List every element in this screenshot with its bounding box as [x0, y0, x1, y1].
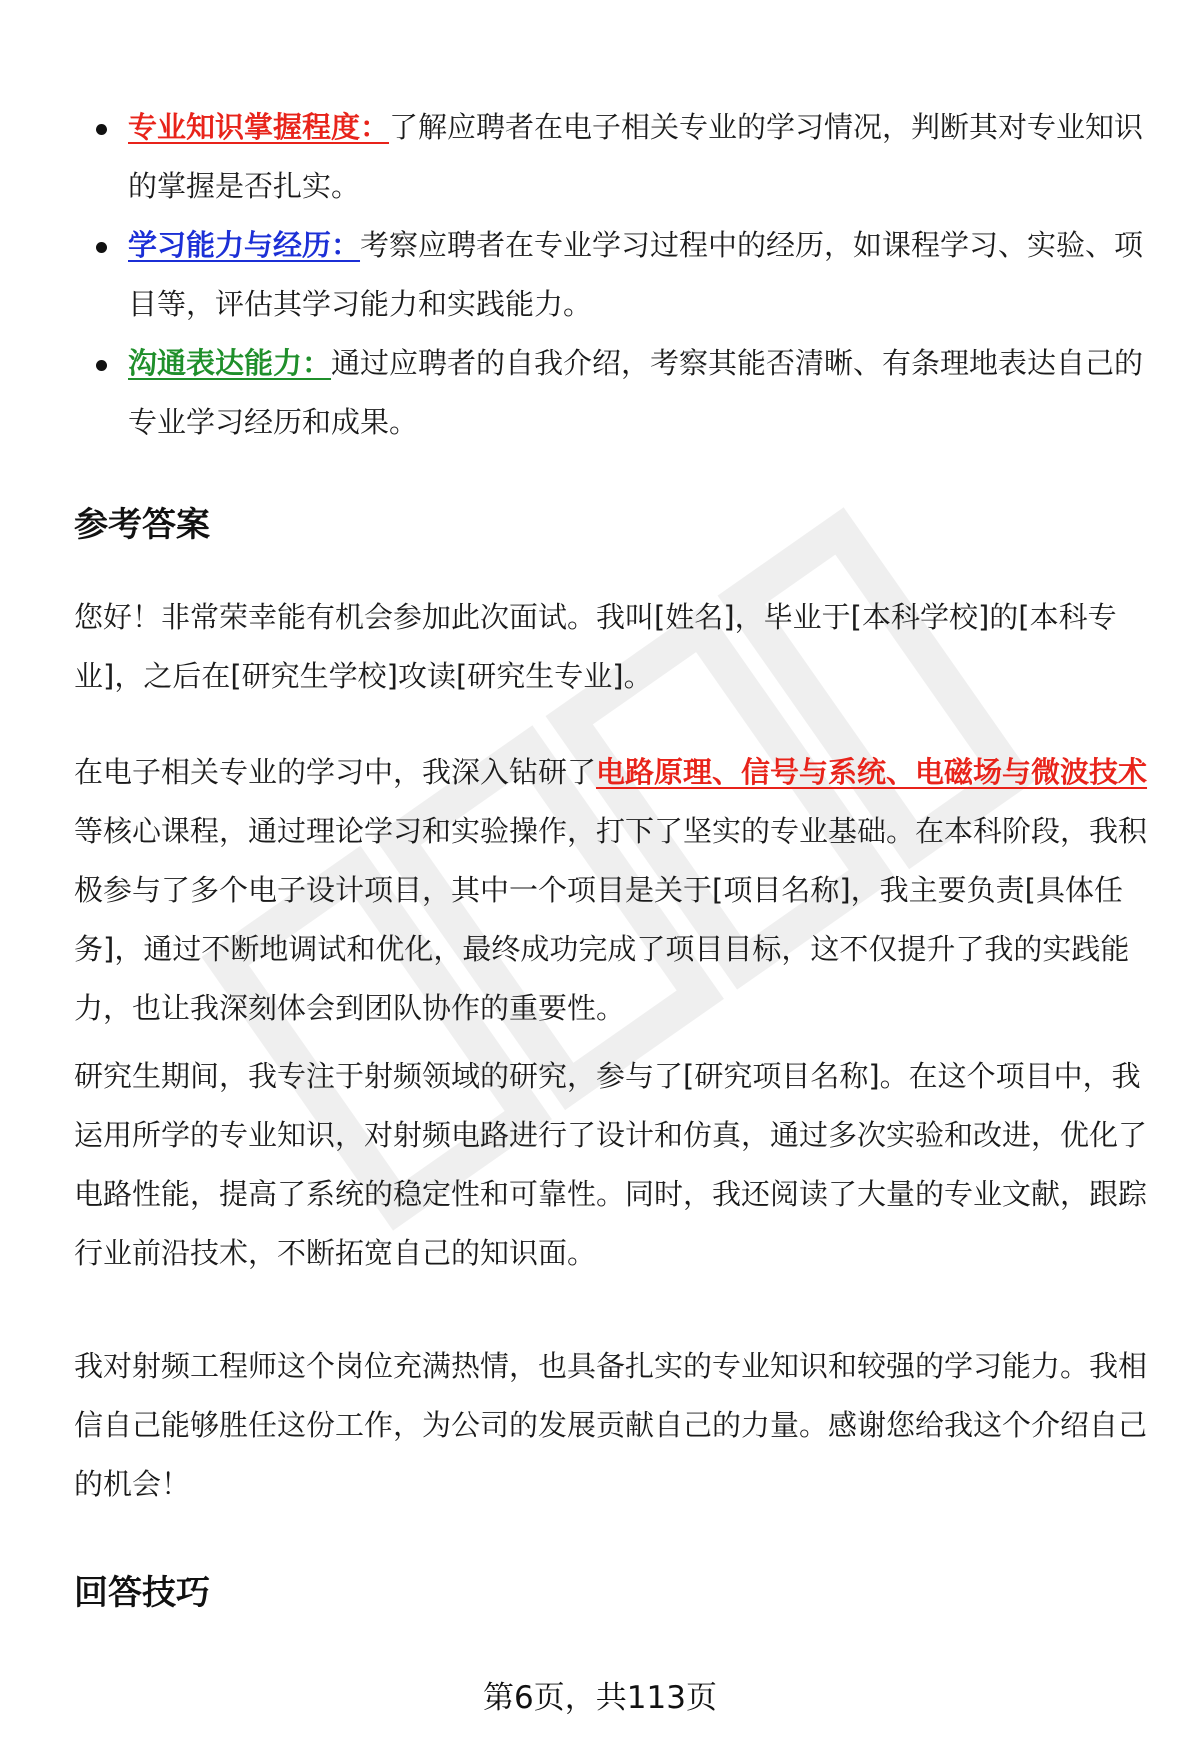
evaluation-criteria-list: [96, 98, 1146, 452]
page-number: 第6页，共113页: [483, 1680, 717, 1716]
criteria-item: [96, 334, 1146, 452]
criteria-text: 考察应聘者在专业学习过程中的经历，如课程学习、实验、项目等，评估其学习能力和实践能力。: [128, 228, 1144, 321]
answer-tips-heading: 回答技巧: [74, 1573, 210, 1613]
criteria-text: 了解应聘者在电子相关专业的学习情况，判断其对专业知识的掌握是否扎实。: [128, 110, 1144, 203]
bullet-icon: [96, 360, 107, 371]
criteria-item: [96, 98, 1146, 216]
reference-answer-heading: 参考答案: [74, 505, 210, 545]
bullet-icon: [96, 124, 107, 135]
answer-paragraph-1: 您好！非常荣幸能有机会参加此次面试。我叫[姓名]，毕业于[本科学校]的[本科专业]，之后在[研究生学校]攻读[研究生专业]。: [74, 600, 1117, 693]
criteria-key: 学习能力与经历：: [128, 228, 361, 262]
criteria-key: 专业知识掌握程度：: [128, 110, 390, 144]
paragraph-text: 等核心课程，通过理论学习和实验操作，打下了坚实的专业基础。在本科阶段，我积极参与了多个电子设计项目，其中一个项目是关于[项目名称]，我主要负责[具体任务]，通过不断地调试和优化，最终成功完成了项目目标，这不仅提升了我的实践能力，也让我深刻体会到团队协作的重要性。: [74, 814, 1148, 1025]
criteria-item: [96, 216, 1146, 334]
answer-paragraph-4: 我对射频工程师这个岗位充满热情，也具备扎实的专业知识和较强的学习能力。我相信自己能够胜任这份工作，为公司的发展贡献自己的力量。感谢您给我这个介绍自己的机会！: [74, 1349, 1148, 1501]
answer-paragraph-3: 研究生期间，我专注于射频领域的研究，参与了[研究项目名称]。在这个项目中，我运用所学的专业知识，对射频电路进行了设计和仿真，通过多次实验和改进，优化了电路性能，提高了系统的稳定性和可靠性。同时，我还阅读了大量的专业文献，跟踪行业前沿技术，不断拓宽自己的知识面。: [74, 1059, 1148, 1270]
answer-paragraph-2: [74, 743, 1156, 1038]
criteria-text: 通过应聘者的自我介绍，考察其能否清晰、有条理地表达自己的专业学习经历和成果。: [128, 346, 1144, 439]
course-highlight: 电路原理、信号与系统、电磁场与微波技术: [596, 755, 1148, 789]
bullet-icon: [96, 242, 107, 253]
paragraph-text: 在电子相关专业的学习中，我深入钻研了: [74, 755, 597, 789]
criteria-key: 沟通表达能力：: [128, 346, 332, 380]
